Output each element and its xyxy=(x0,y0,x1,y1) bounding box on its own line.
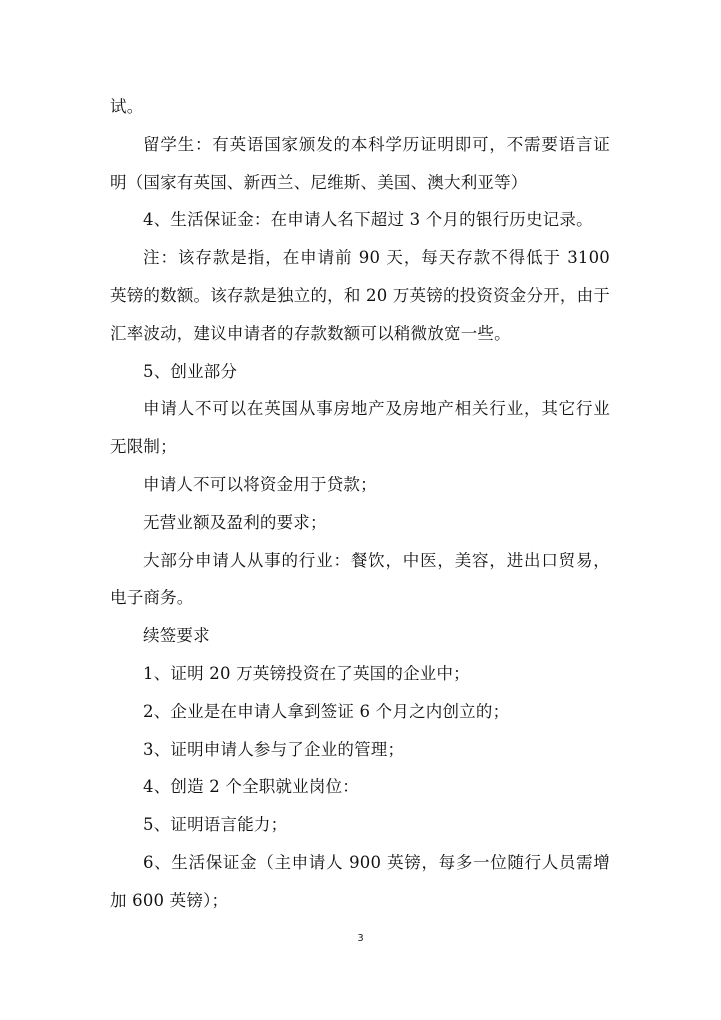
paragraph-continuation: 试。 xyxy=(110,97,144,116)
paragraph-industry-restriction: 申请人不可以在英国从事房地产及房地产相关行业，其它行业无限制； xyxy=(110,399,610,457)
paragraph-common-industries: 大部分申请人从事的行业：餐饮，中医，美容，进出口贸易，电子商务。 xyxy=(110,550,610,608)
list-item-renewal-3: 3、证明申请人参与了企业的管理； xyxy=(143,739,405,759)
paragraph-deposit-note: 注：该存款是指，在申请前 90 天，每天存款不得低于 3100 英镑的数额。该存款是独立的，和 20 万英镑的投资资金分开，由于汇率波动，建议申请者的存款数额可以稍微放宽一些。 xyxy=(110,248,610,343)
heading-business-section: 5、创业部分 xyxy=(143,361,238,381)
paragraph-overseas-student: 留学生：有英语国家颁发的本科学历证明即可，不需要语言证明（国家有英国、新西兰、尼维斯、美国、澳大利亚等） xyxy=(110,134,610,192)
paragraph-loan-restriction: 申请人不可以将资金用于贷款； xyxy=(143,474,377,494)
list-item-renewal-6: 6、生活保证金（主申请人 900 英镑，每多一位随行人员需增加 600 英镑）； xyxy=(110,852,610,910)
list-item-renewal-4: 4、创造 2 个全职就业岗位： xyxy=(143,777,359,797)
list-item-renewal-1: 1、证明 20 万英镑投资在了英国的企业中； xyxy=(143,663,470,683)
document-body xyxy=(110,88,610,920)
list-item-renewal-5: 5、证明语言能力； xyxy=(143,815,288,835)
heading-renewal-requirements: 续签要求 xyxy=(143,626,210,646)
paragraph-revenue-requirement: 无营业额及盈利的要求； xyxy=(143,512,327,532)
list-item-renewal-2: 2、企业是在申请人拿到签证 6 个月之内创立的； xyxy=(143,701,510,721)
paragraph-living-funds: 4、生活保证金：在申请人名下超过 3 个月的银行历史记录。 xyxy=(143,210,593,230)
page-number: 3 xyxy=(357,933,364,944)
